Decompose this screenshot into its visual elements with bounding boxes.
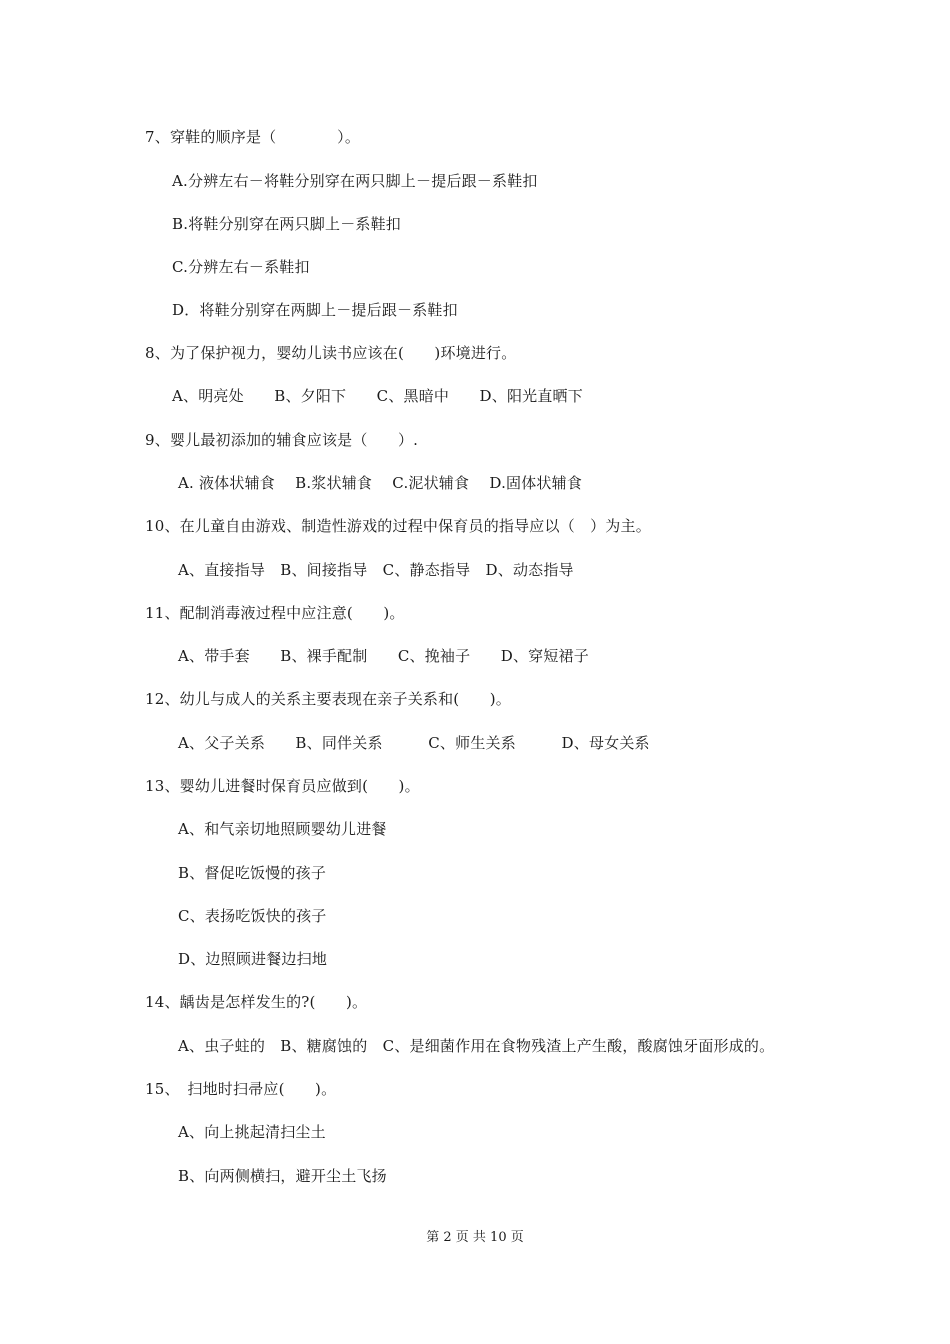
question-8: 8、为了保护视力，婴幼儿读书应该在( )环境进行。	[145, 344, 517, 362]
question-12-options: A、父子关系 B、同伴关系 C、师生关系 D、母女关系	[178, 734, 650, 752]
question-15-option-b: B、向两侧横扫，避开尘土飞扬	[178, 1167, 387, 1185]
question-7-option-d: D．将鞋分别穿在两脚上－提后跟－系鞋扣	[172, 301, 458, 319]
question-13-option-d: D、边照顾进餐边扫地	[178, 950, 328, 968]
question-12: 12、幼儿与成人的关系主要表现在亲子关系和( )。	[145, 690, 511, 708]
question-11: 11、配制消毒液过程中应注意( )。	[145, 604, 405, 622]
question-14-options: A、虫子蛀的 B、糖腐蚀的 C、是细菌作用在食物残渣上产生酸，酸腐蚀牙面形成的。	[178, 1037, 775, 1055]
question-7: 7、穿鞋的顺序是（ ）。	[145, 128, 361, 146]
question-13-option-c: C、表扬吃饭快的孩子	[178, 907, 327, 925]
page-footer: 第 2 页 共 10 页	[426, 1230, 524, 1245]
question-7-option-a: A.分辨左右－将鞋分别穿在两只脚上－提后跟－系鞋扣	[172, 172, 538, 190]
question-10: 10、在儿童自由游戏、制造性游戏的过程中保育员的指导应以（ ）为主。	[145, 517, 651, 535]
question-10-options: A、直接指导 B、间接指导 C、静态指导 D、动态指导	[178, 561, 574, 579]
question-8-options: A、明亮处 B、夕阳下 C、黑暗中 D、阳光直晒下	[172, 387, 583, 405]
question-13-option-a: A、和气亲切地照顾婴幼儿进餐	[178, 820, 387, 838]
question-15-option-a: A、向上挑起清扫尘土	[178, 1123, 326, 1141]
question-11-options: A、带手套 B、裸手配制 C、挽袖子 D、穿短裙子	[178, 647, 589, 665]
question-13-option-b: B、督促吃饭慢的孩子	[178, 864, 327, 882]
question-13: 13、婴幼儿进餐时保育员应做到( )。	[145, 777, 420, 795]
question-7-option-c: C.分辨左右－系鞋扣	[172, 258, 310, 276]
question-9: 9、婴儿最初添加的辅食应该是（ ）.	[145, 431, 419, 449]
question-14: 14、龋齿是怎样发生的?( )。	[145, 993, 368, 1011]
question-7-option-b: B.将鞋分别穿在两只脚上－系鞋扣	[172, 215, 401, 233]
question-15: 15、 扫地时扫帚应( )。	[145, 1080, 337, 1098]
question-9-options: A. 液体状辅食 B.浆状辅食 C.泥状辅食 D.固体状辅食	[178, 474, 583, 492]
